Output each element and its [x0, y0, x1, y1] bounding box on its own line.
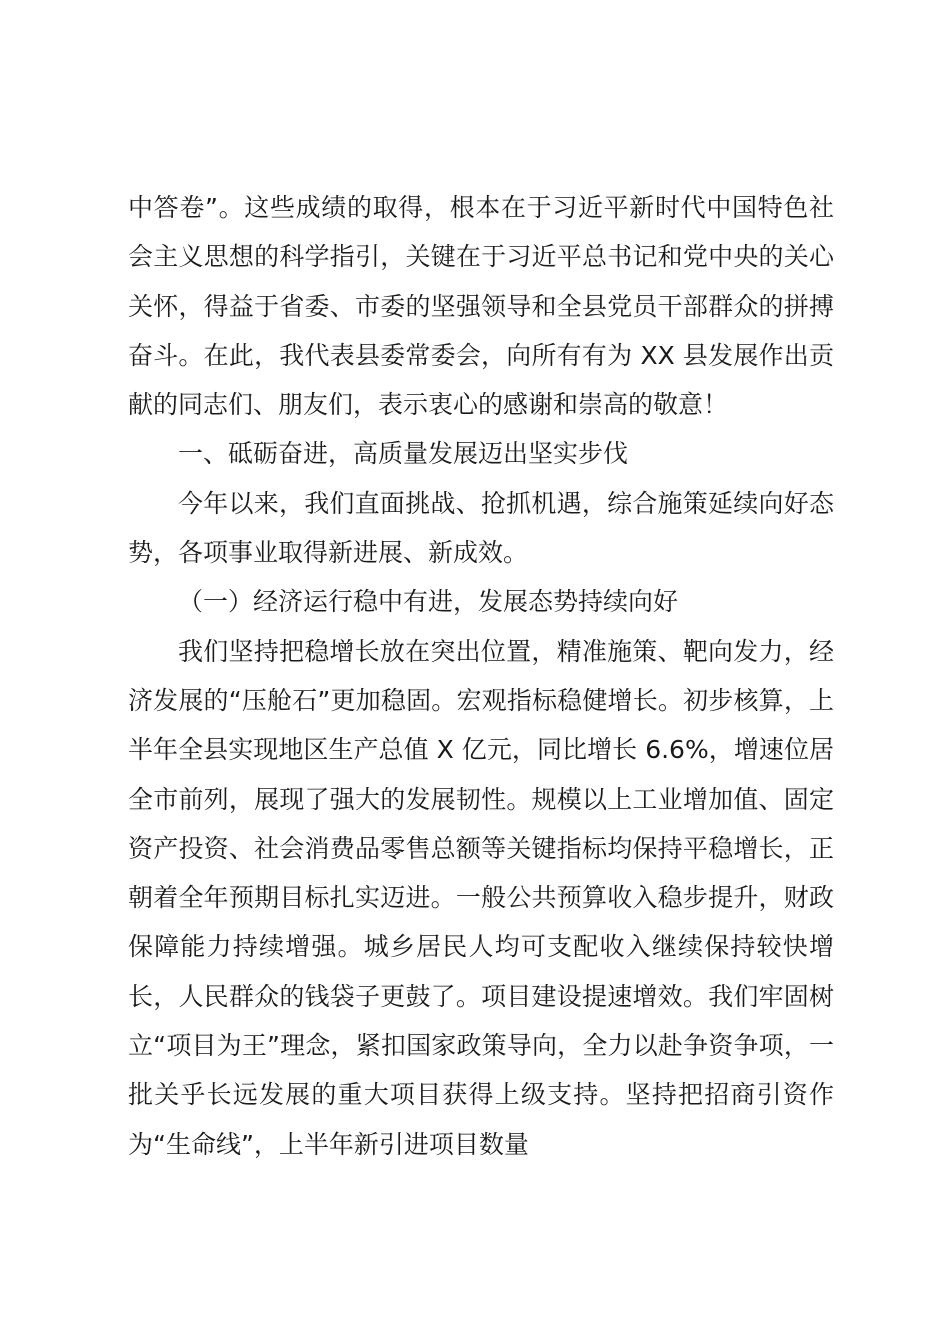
- document-body: [128, 183, 834, 1169]
- paragraph-continuation: 中答卷”。这些成绩的取得，根本在于习近平新时代中国特色社会主义思想的科学指引，关键在于习近平总书记和党中央的关心关怀，得益于省委、市委的坚强领导和全县党员干部群众的拼搏奋斗。在此，我代表县委常委会，向所有有为 XX 县发展作出贡献的同志们、朋友们，表示衷心的感谢和崇高的敬意！: [128, 193, 834, 420]
- paragraph-economy: 我们坚持把稳增长放在突出位置，精准施策、靶向发力，经济发展的“压舱石”更加稳固。宏观指标稳健增长。初步核算，上半年全县实现地区生产总值 X 亿元，同比增长 6.6%，增速位居全市前列，展现了强大的发展韧性。规模以上工业增加值、固定资产投资、社会消费品零售总额等关键指标均保持平稳增长，正朝着全年预期目标扎实迈进。一般公共预算收入稳步提升，财政保障能力持续增强。城乡居民人均可支配收入继续保持较快增长，人民群众的钱袋子更鼓了。项目建设提速增效。我们牢固树立“项目为王”理念，紧扣国家政策导向，全力以赴争资争项，一批关乎长远发展的重大项目获得上级支持。坚持把招商引资作为“生命线”，上半年新引进项目数量: [128, 636, 834, 1159]
- subsection-heading-1: （一）经济运行稳中有进，发展态势持续向好: [178, 587, 679, 617]
- paragraph-intro: 今年以来，我们直面挑战、抢抓机遇，综合施策延续向好态势，各项事业取得新进展、新成效。: [128, 488, 834, 568]
- section-heading-1: 一、砥砺奋进，高质量发展迈出坚实步伐: [178, 439, 629, 469]
